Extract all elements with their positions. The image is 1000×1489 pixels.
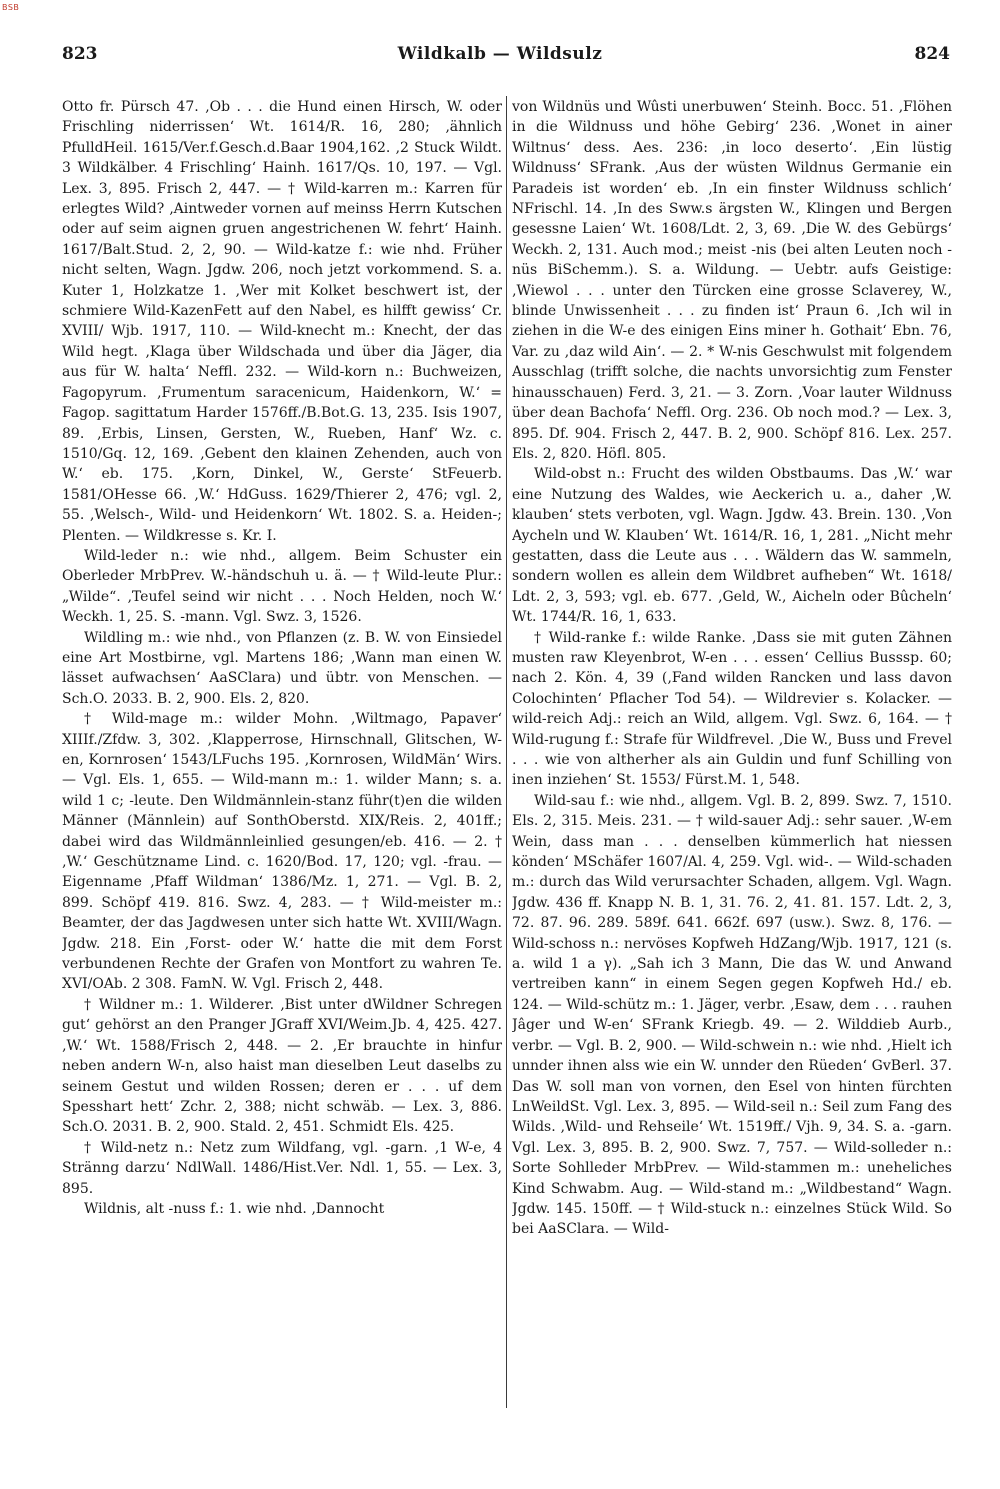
- entry-paragraph: † Wild-mage m.: wilder Mohn. ‚Wiltmago, Papaver‘ XIIIf./Zfdw. 3, 302. ‚Klapperrose, Hirnschnall, Glitschen, W-en, Kornrosen‘ 1543/LFuchs 195. ‚Kornrosen, WildMän‘ Wirs. — Vgl. Els. 1, 655. — Wild-mann m.: 1. wilder Mann; s. a. wild 1 c; -leute. Den Wildmännlein-stanz führ(t)en die wilden Männer (Männlein) auf SonthOberstd. XIX/Reis. 2, 401ff.; dabei wird das Wildmännleinlied gesungen/eb. 416. — 2. † ‚W.‘ Geschützname Lind. c. 1620/Bod. 17, 120; vgl. -frau. — Eigenname ‚Pfaff Wildman‘ 1386/Mz. 1, 271. — Vgl. B. 2, 899. Schöpf 419. 816. Swz. 4, 283. — † Wild-meister m.: Beamter, der das Jagdwesen unter sich hatte Wt. XVIII/Wagn. Jgdw. 218. Ein ‚Forst- oder W.‘ hatte die mit dem Forst verbundenen Rechte der Grafen von Montfort zu wahren Te. XVI/OAb. 2 308. FamN. W. Vgl. Frisch 2, 448.: [62, 711, 502, 993]
- page-number-left: 823: [62, 44, 98, 64]
- library-stamp: BSB: [2, 3, 20, 12]
- left-column: [62, 97, 502, 1407]
- entry-paragraph: † Wild-netz n.: Netz zum Wildfang, vgl. -garn. ‚1 W-e, 4 Stränng darzu‘ NdlWall. 1486/Hist.Ver. Ndl. 1, 55. — Lex. 3, 895.: [62, 1139, 502, 1197]
- page-number-right: 824: [914, 44, 950, 64]
- entry-paragraph: Wildnis, alt -nuss f.: 1. wie nhd. ‚Dannocht: [84, 1200, 385, 1217]
- right-column: [512, 97, 952, 1407]
- entry-paragraph: Wild-leder n.: wie nhd., allgem. Beim Schuster ein Oberleder MrbPrev. W.-händschuh u. ä. — † Wild-leute Plur.: „Wilde“. ‚Teufel seind wir nicht . . . Noch Helden, noch W.‘ Weckh. 1, 25. S. -mann. Vgl. Swz. 3, 1526.: [62, 547, 502, 626]
- entry-paragraph: Wild-sau f.: wie nhd., allgem. Vgl. B. 2, 899. Swz. 7, 1510. Els. 2, 315. Meis. 231. — † wild-sauer Adj.: sehr sauer. ‚W-em Wein, dass man . . . denselben kümmerlich hat niessen könden‘ MSchäfer 1607/Al. 4, 259. Vgl. wid-. — Wild-schaden m.: durch das Wild verursachter Schaden, allgem. Vgl. Wagn. Jgdw. 436 ff. Knapp N. B. 1, 31. 76. 2, 41. 81. 157. Ldt. 2, 3, 72. 87. 96. 289. 589f. 641. 662f. 697 (usw.). Swz. 8, 176. — Wild-schoss n.: nervöses Kopfweh HdZang/Wjb. 1917, 121 (s. a. wild 1 a γ). „Sah ich 3 Mann, Die das W. und Anwand vertreiben kann“ in einem Segen gegen Kopfweh Hd./ eb. 124. — Wild-schütz m.: 1. Jäger, verbr. ‚Esaw, dem . . . rauhen Jâger und W-en‘ SFrank Kriegb. 49. — 2. Wilddieb Aurb., verbr. — Vgl. B. 2, 900. — Wild-schwein n.: wie nhd. ‚Hielt ich unnder ihnen alss wie ein W. unnder den Rüeden‘ GvBerl. 37. Das W. soll man von vornen, den Esel von hinten fürchten LnWeildSt. Vgl. Lex. 3, 895. — Wild-seil n.: Seil zum Fang des Wilds. ‚Wild- und Rehseile‘ Wt. 1519ff./ Vjh. 9, 34. S. a. -garn. Vgl. Lex. 3, 895. B. 2, 900. Swz. 7, 757. — Wild-solleder n.: Sorte Sohlleder MrbPrev. — Wild-stammen m.: uneheliches Kind Schwabm. Aug. — Wild-stand m.: „Wildbestand“ Wagn. Jgdw. 145. 150ff. — † Wild-stuck n.: einzelnes Stück Wild. So bei AaSClara. — Wild-: [512, 792, 952, 1238]
- entry-paragraph: Otto fr. Pürsch 47. ‚Ob . . . die Hund einen Hirsch, W. oder Frischling niderrissen‘ Wt. 1614/R. 16, 280; ‚ähnlich PfulldHeil. 1615/Ver.f.Gesch.d.Baar 1904,162. ‚2 Stuck Wildt. 3 Wildkälber. 4 Frischling‘ Hainh. 1617/Qs. 10, 197. — Vgl. Lex. 3, 895. Frisch 2, 447. — † Wild-karren m.: Karren für erlegtes Wild? ‚Aintweder vornen auf meinss Herrn Kutschen oder auf seim aignen gruen angestrichenen W. fehrt‘ Hainh. 1617/Balt.Stud. 2, 2, 90. — Wild-katze f.: wie nhd. Früher nicht selten, Wagn. Jgdw. 206, noch jetzt vorkommend. S. a. Kuter 1, Holzkatze 1. ‚Wer mit Kolket beschwert ist, der schmiere Wild-KazenFett auf den Nabel, es hilfft gewiss‘ Cr. XVIII/ Wjb. 1917, 110. — Wild-knecht m.: Knecht, der das Wild hegt. ‚Klaga über Wildschada und über dia Jäger, dia aus für W. halta‘ Neffl. 232. — Wild-korn n.: Buchweizen, Fagopyrum. ‚Frumentum saracenicum, Haidenkorn, W.‘ = Fagop. sagittatum Harder 1576ff./B.Bot.G. 13, 235. Isis 1907, 89. ‚Erbis, Linsen, Gersten, W., Rueben, Hanf‘ Wz. c. 1510/Gq. 12, 169. ‚Gebent den klainen Zehenden, auch von W.‘ eb. 175. ‚Korn, Dinkel, W., Gerste‘ StFeuerb. 1581/OHesse 66. ‚W.‘ HdGuss. 1629/Thierer 2, 476; vgl. 2, 55. ‚Welsch-, Wild- und Heidenkorn‘ Wt. 1802. S. a. Heiden-; Plenten. — Wildkresse s. Kr. I.: [62, 99, 502, 544]
- running-head: Wildkalb — Wildsulz: [397, 44, 603, 64]
- entry-paragraph: von Wildnüs und Wûsti unerbuwen‘ Steinh. Bocc. 51. ‚Flöhen in die Wildnuss und höhe Gebirg‘ 236. ‚Wonet in ainer Wiltnus‘ dess. Aes. 236: ‚in loco deserto‘. ‚Ein lüstig Wildnuss‘ SFrank. ‚Aus der wüsten Wildnus Germanie ein Paradeis ist worden‘ eb. ‚In ein finster Wildnuss schlich‘ NFrischl. 14. ‚In des Sww.s ärgsten W., Klingen und Bergen gesessne Laien‘ Wt. 1608/Ldt. 2, 3, 69. ‚Die W. des Gebürgs‘ Weckh. 2, 131. Auch mod.; meist -nis (bei alten Leuten noch -nüs BiSchemm.). S. a. Wildung. — Uebtr. aufs Geistige: ‚Wiewol . . . unter den Türcken eine grosse Sclaverey, W., blinde Unwissenheit . . . zu finden ist‘ Praun 6. ‚Ich wil in ziehen in die W-e des einigen Eins miner h. Gothait‘ Ebn. 76, Var. zu ‚daz wild Ain‘. — 2. * W-nis Geschwulst mit folgendem Ausschlag (trifft solche, die nachts unvorsichtig zum Fenster hinausschauen) Ferd. 3, 21. — 3. Zorn. ‚Voar lauter Wildnuss über dean Bachofa‘ Neffl. Org. 236. Ob noch mod.? — Lex. 3, 895. Df. 904. Frisch 2, 447. B. 2, 900. Schöpf 816. Lex. 257. Els. 2, 820. Höfl. 805.: [512, 99, 952, 462]
- entry-paragraph: Wild-obst n.: Frucht des wilden Obstbaums. Das ‚W.‘ war eine Nutzung des Waldes, wie Aeckerich u. a., daher ‚W. klauben‘ stets verboten, vgl. Wagn. Jgdw. 43. Brein. 130. ‚Von Aycheln und W. Klauben‘ Wt. 1614/R. 16, 1, 281. „Nicht mehr gestatten, dass die Leute aus . . . Wäldern das W. sammeln, sondern wollen es allein dem Wildbret aufheben“ Wt. 1618/ Ldt. 2, 3, 593; vgl. eb. 677. ‚Geld, W., Aicheln oder Bûcheln‘ Wt. 1744/R. 16, 1, 633.: [512, 466, 952, 626]
- entry-paragraph: Wildling m.: wie nhd., von Pflanzen (z. B. W. von Einsiedel eine Art Mostbirne, vgl. Martens 186; ‚Wann man einen W. lässet aufwachsen‘ AaSClara) und übtr. von Menschen. — Sch.O. 2033. B. 2, 900. Els. 2, 820.: [62, 629, 502, 707]
- column-divider: [506, 96, 507, 1408]
- entry-paragraph: † Wild-ranke f.: wilde Ranke. ‚Dass sie mit guten Zähnen musten raw Kleyenbrot, W-en . . . essen‘ Cellius Busssp. 60; nach 2. Kön. 4, 39 (‚Fand wilden Rancken und lass davon Colochinten‘ Pflacher Tod 54). — Wildrevier s. Kolacker. — wild-reich Adj.: reich an Wild, allgem. Vgl. Swz. 6, 164. — † Wild-rugung f.: Strafe für Wildfrevel. ‚Die W., Buss und Frevel . . . wie von altherher als ain Guldin und funf Schilling von inen inziehen‘ St. 1553/ Fürst.M. 1, 548.: [512, 629, 952, 789]
- entry-paragraph: † Wildner m.: 1. Wilderer. ‚Bist unter dWildner Schregen gut‘ gehörst an den Pranger JGraff XVI/Weim.Jb. 4, 425. 427. ‚W.‘ Wt. 1588/Frisch 2, 448. — 2. ‚Er brauchte in hinfur neben andern W-n, also haist man dieselben Leut daselbs zu seinem Gestut und wilden Rossen; deren er . . . uf dem Spesshart hett‘ Zchr. 2, 388; nicht schwäb. — Lex. 3, 886. Sch.O. 2031. B. 2, 900. Stald. 2, 451. Schmidt Els. 425.: [62, 996, 502, 1136]
